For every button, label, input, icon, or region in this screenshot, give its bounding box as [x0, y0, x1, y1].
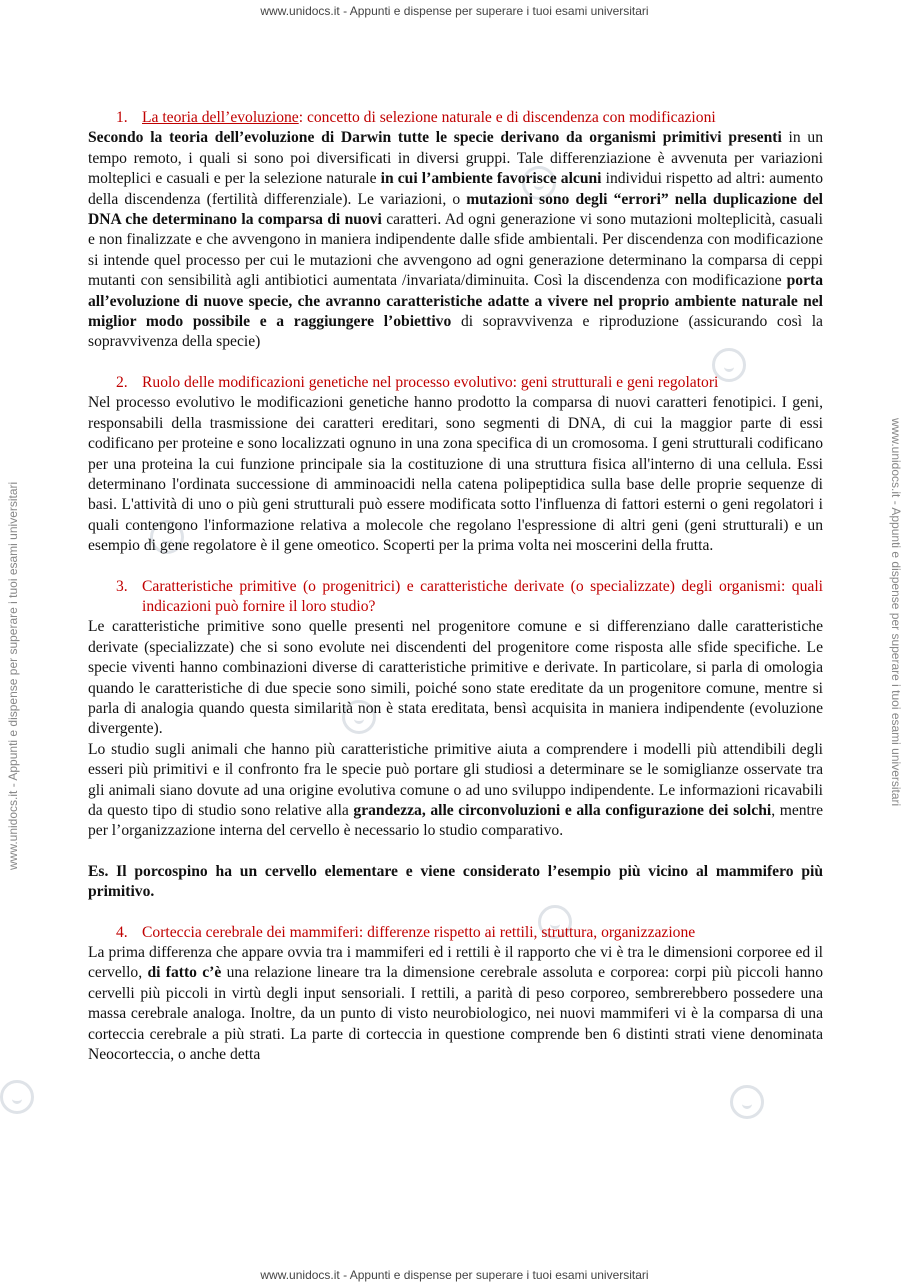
bold-text: grandezza, alle circonvoluzioni e alla configurazione dei solchi	[353, 802, 772, 819]
text-run: , mentre per l’organizzazione interna del cervello è necessario lo studio comparativo.	[88, 802, 823, 840]
section-heading	[116, 923, 823, 943]
unidocs-logo-icon	[730, 1085, 764, 1119]
section-paragraph: Le caratteristiche primitive sono quelle presenti nel progenitore comune e si differenziano dalle caratteristiche derivate (specializzate) che si sono evolute nei discendenti del progenitore come risposta alle sfide specifiche. Le specie viventi hanno combinazioni diverse di caratteristiche primitive e derivate. In particolare, si parla di omologia quando le caratteristiche di due specie sono simili, poiché sono state ereditate da un progenitore comune, mentre si parla di analogia quando questa similarità non è stata ereditata, bensì acquisita in maniera indipendente (evoluzione divergente).	[88, 618, 823, 738]
bold-text: di fatto c’è	[147, 964, 222, 982]
section-title: La teoria dell’evoluzione	[142, 109, 299, 126]
section-heading	[116, 577, 823, 618]
text-run: Lo studio sugli animali che hanno più caratteristiche primitive aiuta a comprendere i modelli più attendibili degli esseri più primitivi e il confronto fra le specie può portare gli studiosi a determinare se le somiglianze osservate tra gli animali siano dovute ad una origine evolutiva comune o ad uno sviluppo indipendente. Le informazioni ricavabili da questo tipo di studio sono relative alla	[88, 740, 823, 819]
text-run: individui rispetto ad altri: aumento della discendenza (fertilità differenziale). Le variazioni, o	[88, 170, 824, 208]
section-title: Ruolo delle modificazioni genetiche nel processo evolutivo: geni strutturali e geni regolatori	[142, 373, 719, 391]
section-paragraph	[88, 128, 823, 352]
section-title-rest: : concetto di selezione naturale e di discendenza con modificazioni	[298, 109, 716, 126]
section-paragraph	[88, 943, 823, 1065]
section-heading	[116, 108, 823, 128]
section-number: 2.	[116, 373, 128, 391]
text-run: La prima differenza che appare ovvia tra i mammiferi ed i rettili è il rapporto che vi è tra le dimensioni corporee ed il cervello,	[88, 944, 823, 982]
text-run: caratteri. Ad ogni generazione vi sono mutazioni molteplicità, casuali e non finalizzate e che avvengono in maniera indipendente dalle sfide ambientali. Per discendenza con modificazione si intende quel processo per cui le mutazioni che avvengono ad ogni generazione determinano la comparsa di ceppi mutanti con sensibilità agli antibiotici aumentata /invariata/diminuita. Così la discendenza con modificazione	[88, 211, 823, 290]
text-run: di sopravvivenza e riproduzione (assicurando così la sopravvivenza della specie)	[88, 313, 823, 351]
bold-text: Secondo la teoria dell’evoluzione di Darwin tutte le specie derivano da organismi primitivi presenti	[88, 129, 782, 147]
watermark-top: www.unidocs.it - Appunti e dispense per superare i tuoi esami universitari	[260, 4, 649, 18]
text-run: in un tempo remoto, i quali si sono poi diversificati in diversi gruppi. Tale differenziazione è avvenuta per variazioni molteplici e casuali e per la selezione naturale	[88, 129, 823, 188]
section-number: 4.	[116, 923, 128, 941]
section-title: Corteccia cerebrale dei mammiferi: differenze rispetto ai rettili, struttura, organizzazione	[142, 923, 696, 941]
section-paragraph: Nel processo evolutivo le modificazioni genetiche hanno prodotto la comparsa di nuovi caratteri fenotipici. I geni, responsabili della trasmissione dei caratteri ereditari, sono segmenti di DNA, di cui la maggior parte di essi codificano per proteine e sono localizzati ognuno in una zona specifica di un cromosoma. I geni strutturali codificano per una proteina la cui funzione principale sia la costituzione di una struttura fisica all'interno di una cellula. Essi determinano l'ordinata successione di amminoacidi nella catena polipeptidica sulla base delle proprie sequenze di basi. L'attività di uno o più geni strutturali può essere modificata sotto l'influenza di fattori esterni o geni regolatori i quali contengono l'informazione relativa a molecole che regolano l'espressione di altri geni (geni strutturali) e un esempio di gene regolatore è il gene omeotico. Scoperti per la prima volta nei moscerini della frutta.	[88, 394, 823, 555]
watermark-bottom: www.unidocs.it - Appunti e dispense per superare i tuoi esami universitari	[260, 1268, 649, 1282]
bold-text: porta all’evoluzione di nuove specie, che avranno caratteristiche adatte a vivere nel proprio ambiente naturale nel miglior modo possibile e a raggiungere l’obiettivo	[88, 272, 823, 331]
unidocs-logo-icon	[0, 1080, 34, 1114]
section-heading	[116, 373, 823, 393]
document-body	[88, 108, 823, 1065]
bold-text: mutazioni sono degli “errori” nella duplicazione del DNA che determinano la comparsa di nuovi	[88, 190, 823, 229]
section-number: 3.	[116, 577, 128, 595]
section-number: 1.	[116, 109, 128, 126]
text-run: una relazione lineare tra la dimensione cerebrale assoluta e corporea: corpi più piccoli hanno cervelli più piccoli in virtù degli input sensoriali. I rettili, a parità di peso corporeo, sembrerebbero possedere una massa cerebrale analoga. Inoltre, da un punto di visto neurobiologico, nei nuovi mammiferi vi è la comparsa di una corteccia cerebrale a più strati. La parte di corteccia in questione comprende ben 6 distinti strati viene denominata Neocorteccia, o anche detta	[88, 964, 824, 1064]
section-paragraph	[88, 740, 823, 842]
watermark-left: www.unidocs.it - Appunti e dispense per superare i tuoi esami universitari	[6, 481, 20, 870]
example-paragraph: Es. Il porcospino ha un cervello elementare e viene considerato l’esempio più vicino al mammifero più primitivo.	[88, 862, 823, 901]
watermark-right: www.unidocs.it - Appunti e dispense per superare i tuoi esami universitari	[889, 418, 903, 807]
section-title: Caratteristiche primitive (o progenitrici) e caratteristiche derivate (o specializzate) degli organismi: quali indicazioni può fornire il loro studio?	[142, 577, 823, 615]
bold-text: in cui l’ambiente favorisce alcuni	[380, 170, 602, 188]
